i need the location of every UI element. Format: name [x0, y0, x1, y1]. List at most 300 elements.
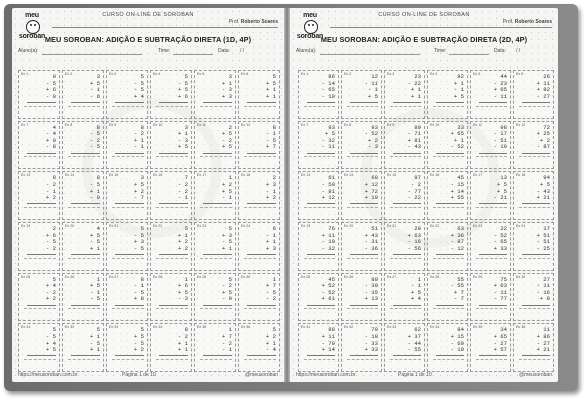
exercise-number: Ex 32	[65, 325, 75, 330]
exercise-operands	[46, 74, 56, 100]
exercise-box	[238, 222, 280, 271]
answer-field[interactable]	[68, 258, 100, 266]
exercise-operands	[222, 226, 232, 252]
sum-line	[522, 102, 550, 103]
operand: 94	[543, 174, 550, 182]
answer-field[interactable]	[519, 359, 550, 367]
exercise-box	[470, 222, 511, 271]
sum-line	[203, 355, 232, 356]
answer-field[interactable]	[390, 207, 421, 215]
answer-field[interactable]	[519, 258, 550, 266]
answer-field[interactable]	[24, 258, 56, 266]
footer-url[interactable]: https://meusoroban.com.br	[18, 372, 78, 378]
date-separator: / /	[240, 48, 245, 54]
operand: - 1	[221, 346, 232, 354]
operand: + 65	[450, 130, 464, 138]
answer-field[interactable]	[200, 258, 232, 266]
operand: + 25	[536, 130, 550, 138]
operand: + 1	[410, 92, 421, 100]
operand: - 6	[89, 92, 100, 100]
operand: - 2	[221, 136, 232, 144]
answer-field[interactable]	[476, 207, 507, 215]
operand: + 5	[453, 92, 464, 100]
operand: 4	[96, 225, 100, 232]
operand: + 5	[221, 143, 232, 151]
exercise-number: Ex 4	[153, 72, 161, 76]
exercise-box	[18, 70, 60, 119]
answer-field[interactable]	[112, 258, 144, 266]
exercise-box	[150, 171, 192, 220]
sum-line	[393, 153, 421, 154]
exercise-number: Ex 19	[21, 224, 31, 228]
answer-field[interactable]	[433, 106, 464, 114]
answer-field[interactable]	[244, 207, 276, 215]
sum-line	[203, 203, 232, 204]
exercise-number: Ex 9	[109, 122, 117, 127]
operand: + 63	[493, 282, 507, 290]
exercise-number: Ex 11	[473, 122, 482, 127]
exercise-operands	[178, 74, 188, 100]
exercise-box	[106, 121, 148, 170]
operand: + 14	[450, 187, 464, 195]
operand: + 1	[221, 244, 232, 252]
exercise-number: Ex 22	[430, 224, 440, 228]
operand: - 17	[493, 130, 507, 138]
exercise-box	[18, 273, 60, 322]
exercise-operands	[408, 327, 421, 353]
operand: - 81	[321, 187, 335, 195]
sum-line	[159, 153, 188, 154]
answer-field[interactable]	[304, 207, 335, 215]
exercise-number: Ex 33	[109, 325, 119, 330]
answer-field[interactable]	[244, 106, 276, 114]
operand: 8	[140, 123, 144, 131]
exercise-box	[470, 121, 511, 170]
operand: - 12	[450, 244, 464, 252]
sum-line	[115, 203, 144, 204]
exercise-number: Ex 23	[197, 224, 207, 228]
answer-field[interactable]	[519, 207, 550, 215]
answer-field[interactable]	[390, 359, 421, 367]
answer-field[interactable]	[244, 156, 276, 164]
answer-field[interactable]	[156, 359, 188, 367]
footer-brand: @meusoroban	[245, 372, 278, 378]
operand: - 79	[321, 339, 335, 347]
exercise-operands	[46, 175, 56, 201]
operand: + 8	[133, 295, 144, 303]
exercise-number: Ex 34	[153, 325, 163, 330]
exercise-box	[427, 171, 468, 220]
answer-field[interactable]	[244, 258, 276, 266]
exercise-operands	[266, 277, 276, 303]
exercise-number: Ex 1	[301, 72, 309, 76]
operand: + 2	[45, 194, 56, 202]
answer-field[interactable]	[304, 359, 335, 367]
operand: 5	[228, 225, 232, 232]
exercise-operands	[408, 74, 421, 100]
operand: 3	[140, 174, 144, 182]
operand: + 5	[324, 130, 335, 138]
exercise-box	[150, 121, 192, 170]
answer-field[interactable]	[304, 106, 335, 114]
operand: - 65	[493, 238, 507, 246]
exercise-box	[513, 171, 554, 220]
exercise-number: Ex 17	[197, 173, 207, 178]
answer-field[interactable]	[68, 359, 100, 367]
date-label: Data:	[218, 48, 230, 54]
operand: - 51	[536, 238, 550, 246]
answer-field[interactable]	[200, 207, 232, 215]
exercise-number: Ex 13	[21, 173, 31, 178]
exercise-number: Ex 14	[65, 173, 75, 178]
operand: + 61	[321, 295, 335, 303]
operand: + 9	[45, 136, 56, 144]
student-field[interactable]	[42, 54, 142, 55]
exercise-number: Ex 23	[473, 224, 483, 228]
sum-line	[27, 203, 56, 204]
operand: + 7	[265, 282, 276, 290]
operand: + 5	[367, 92, 378, 100]
operand: + 1	[265, 86, 276, 94]
answer-field[interactable]	[200, 106, 232, 114]
exercise-operands	[178, 125, 188, 151]
operand: - 5	[89, 339, 100, 347]
operand: + 10	[364, 194, 378, 202]
operand: - 1	[89, 86, 100, 94]
answer-field[interactable]	[476, 156, 507, 164]
operand: - 2	[45, 244, 56, 252]
operand: + 5	[133, 332, 144, 340]
sum-line	[203, 102, 232, 103]
operand: + 51	[536, 231, 550, 239]
operand: 61	[328, 174, 335, 182]
answer-field[interactable]	[24, 156, 56, 164]
operand: 27	[543, 275, 550, 283]
worksheet-title: MEU SOROBAN: ADIÇÃO E SUBTRAÇÃO DIRETA (1D, 4P)	[44, 35, 252, 44]
operand: - 2	[221, 282, 232, 290]
answer-field[interactable]	[347, 308, 378, 316]
time-field[interactable]	[173, 54, 213, 55]
answer-field[interactable]	[68, 156, 100, 164]
logo-word-bottom: soroban	[296, 33, 324, 40]
exercise-operands	[454, 74, 464, 100]
exercise-box	[341, 70, 382, 119]
exercise-number: Ex 26	[344, 274, 354, 279]
exercise-number: Ex 14	[344, 173, 354, 178]
exercise-box	[238, 171, 280, 220]
answer-field[interactable]	[68, 207, 100, 215]
sum-line	[307, 254, 335, 255]
answer-field[interactable]	[476, 308, 507, 316]
time-field[interactable]	[449, 54, 489, 55]
answer-field[interactable]	[433, 207, 464, 215]
exercise-box	[238, 323, 280, 372]
exercise-box	[384, 121, 425, 170]
exercise-box	[194, 171, 236, 220]
answer-field[interactable]	[112, 106, 144, 114]
sum-line	[247, 355, 276, 356]
operand: - 1	[367, 86, 378, 94]
exercise-operands	[494, 74, 507, 100]
exercise-number: Ex 30	[516, 274, 526, 279]
sum-line	[522, 203, 550, 204]
operand: - 10	[321, 238, 335, 246]
sum-line	[27, 305, 56, 306]
sum-line	[27, 355, 56, 356]
answer-field[interactable]	[68, 106, 100, 114]
operand: 79	[371, 326, 378, 334]
footer-page-number: Página 1 de 10	[122, 372, 156, 378]
answer-field[interactable]	[476, 106, 507, 114]
answer-field[interactable]	[156, 106, 188, 114]
exercise-operands	[322, 226, 335, 252]
answer-field[interactable]	[24, 359, 56, 367]
operand: + 52	[321, 282, 335, 290]
operand: + 3	[265, 244, 276, 252]
exercise-box	[62, 70, 104, 119]
worksheet-title: MEU SOROBAN: ADIÇÃO E SUBTRAÇÃO DIRETA (2D, 4P)	[320, 35, 528, 44]
exercise-grid	[298, 70, 552, 370]
exercise-box	[62, 323, 104, 372]
exercise-number: Ex 5	[197, 72, 205, 76]
operand: 20	[414, 225, 421, 232]
operand: - 5	[265, 136, 276, 144]
operand: - 5	[45, 332, 56, 340]
answer-field[interactable]	[244, 359, 276, 367]
sum-line	[522, 305, 550, 306]
exercise-number: Ex 32	[344, 325, 354, 330]
exercise-box	[341, 273, 382, 322]
operand: + 7	[221, 332, 232, 340]
exercise-box	[470, 70, 511, 119]
sum-line	[479, 203, 507, 204]
left-page	[12, 8, 284, 382]
exercise-box	[194, 273, 236, 322]
exercise-box	[470, 273, 511, 322]
exercise-box	[106, 70, 148, 119]
operand: - 16	[536, 288, 550, 296]
operand: 55	[457, 275, 464, 283]
operand: 44	[500, 73, 507, 80]
exercise-operands	[134, 226, 144, 252]
exercise-number: Ex 2	[65, 72, 73, 76]
exercise-operands	[537, 175, 550, 201]
operand: 63	[457, 225, 464, 232]
operand: - 5	[177, 79, 188, 87]
operand: - 9	[89, 194, 100, 202]
sum-line	[203, 305, 232, 306]
exercise-box	[513, 70, 554, 119]
answer-field[interactable]	[156, 308, 188, 316]
answer-field[interactable]	[200, 359, 232, 367]
answer-field[interactable]	[519, 156, 550, 164]
operand: + 5	[89, 282, 100, 290]
answer-field[interactable]	[112, 359, 144, 367]
operand: + 5	[221, 288, 232, 296]
operand: 3	[228, 73, 232, 80]
operand: + 1	[89, 187, 100, 195]
answer-field[interactable]	[200, 308, 232, 316]
sum-line	[436, 102, 464, 103]
answer-field[interactable]	[244, 308, 276, 316]
operand: 93	[371, 123, 378, 131]
exercise-operands	[222, 327, 232, 353]
answer-field[interactable]	[304, 308, 335, 316]
answer-field[interactable]	[200, 156, 232, 164]
footer-url[interactable]: https://meusoroban.com.br	[296, 372, 356, 378]
answer-field[interactable]	[68, 308, 100, 316]
answer-field[interactable]	[347, 359, 378, 367]
exercise-operands	[537, 327, 550, 353]
exercise-box	[106, 222, 148, 271]
operand: 1	[417, 275, 421, 283]
answer-field[interactable]	[156, 207, 188, 215]
operand: 5	[228, 275, 232, 283]
sum-line	[307, 153, 335, 154]
operand: + 1	[453, 79, 464, 87]
operand: + 2	[45, 295, 56, 303]
exercise-operands	[46, 226, 56, 252]
operand: 72	[543, 123, 550, 131]
exercise-operands	[222, 175, 232, 201]
answer-field[interactable]	[519, 106, 550, 114]
student-field[interactable]	[320, 54, 420, 55]
exercise-box	[427, 323, 468, 372]
exercise-operands	[494, 125, 507, 151]
exercise-operands	[178, 277, 188, 303]
operand: 8	[184, 326, 188, 334]
operand: - 69	[450, 339, 464, 347]
answer-field[interactable]	[304, 156, 335, 164]
sum-line	[522, 153, 550, 154]
exercise-operands	[408, 175, 421, 201]
operand: - 1	[177, 194, 188, 202]
operand: 13	[500, 174, 507, 182]
sum-line	[247, 153, 276, 154]
operand: 62	[414, 326, 421, 334]
answer-field[interactable]	[347, 156, 378, 164]
operand: + 1	[453, 136, 464, 144]
answer-field[interactable]	[433, 156, 464, 164]
answer-field[interactable]	[347, 106, 378, 114]
exercise-operands	[178, 226, 188, 252]
exercise-box	[298, 171, 339, 220]
exercise-operands	[90, 226, 100, 252]
time-label: Time:	[434, 48, 447, 54]
exercise-number: Ex 15	[109, 173, 119, 178]
answer-field[interactable]	[24, 207, 56, 215]
exercise-box	[62, 171, 104, 220]
operand: - 27	[536, 339, 550, 347]
answer-field[interactable]	[476, 258, 507, 266]
exercise-box	[150, 222, 192, 271]
sum-line	[27, 102, 56, 103]
exercise-number: Ex 1	[21, 72, 29, 76]
operand: + 82	[536, 86, 550, 94]
operand: 22	[500, 225, 507, 232]
answer-field[interactable]	[304, 258, 335, 266]
answer-field[interactable]	[519, 308, 550, 316]
answer-field[interactable]	[24, 308, 56, 316]
sum-line	[307, 203, 335, 204]
operand: - 5	[133, 244, 144, 252]
course-name: CURSO ON-LINE DE SOROBAN	[378, 12, 470, 18]
operand: - 55	[407, 346, 421, 354]
answer-field[interactable]	[476, 359, 507, 367]
logo-face-icon	[304, 20, 318, 34]
answer-field[interactable]	[24, 106, 56, 114]
operand: + 5	[265, 79, 276, 87]
operand: - 43	[407, 143, 421, 151]
answer-field[interactable]	[433, 258, 464, 266]
operand: - 1	[265, 187, 276, 195]
answer-field[interactable]	[390, 106, 421, 114]
operand: - 77	[493, 295, 507, 303]
exercise-box	[18, 323, 60, 372]
exercise-operands	[90, 74, 100, 100]
answer-field[interactable]	[433, 308, 464, 316]
operand: + 2	[177, 238, 188, 246]
answer-field[interactable]	[112, 156, 144, 164]
operand: + 5	[410, 288, 421, 296]
exercise-box	[384, 171, 425, 220]
exercise-operands	[365, 277, 378, 303]
operand: - 5	[89, 143, 100, 151]
operand: - 2	[45, 288, 56, 296]
answer-field[interactable]	[112, 207, 144, 215]
exercise-operands	[222, 125, 232, 151]
answer-field[interactable]	[390, 258, 421, 266]
exercise-number: Ex 28	[153, 274, 163, 279]
sum-line	[159, 305, 188, 306]
operand: 5	[272, 326, 276, 334]
exercise-operands	[90, 175, 100, 201]
sum-line	[479, 305, 507, 306]
answer-field[interactable]	[112, 308, 144, 316]
operand: - 7	[453, 295, 464, 303]
exercise-number: Ex 3	[387, 72, 395, 76]
exercise-operands	[90, 277, 100, 303]
operand: 33	[457, 123, 464, 131]
answer-field[interactable]	[156, 258, 188, 266]
exercise-number: Ex 27	[387, 274, 397, 279]
answer-field[interactable]	[390, 308, 421, 316]
operand: 93	[328, 123, 335, 131]
operand: - 55	[450, 282, 464, 290]
operand: - 0	[221, 295, 232, 303]
exercise-number: Ex 17	[473, 173, 483, 178]
answer-field[interactable]	[347, 207, 378, 215]
operand: - 11	[536, 282, 550, 290]
exercise-operands	[494, 327, 507, 353]
answer-field[interactable]	[347, 258, 378, 266]
operand: + 13	[364, 295, 378, 303]
operand: - 65	[321, 86, 335, 94]
answer-field[interactable]	[156, 156, 188, 164]
exercise-number: Ex 31	[21, 325, 31, 330]
operand: + 57	[493, 346, 507, 354]
operand: 3	[96, 73, 100, 80]
operand: + 2	[177, 244, 188, 252]
answer-field[interactable]	[433, 359, 464, 367]
answer-field[interactable]	[390, 156, 421, 164]
sum-line	[350, 254, 378, 255]
operand: + 1	[177, 339, 188, 347]
sum-line	[393, 305, 421, 306]
exercise-number: Ex 10	[153, 122, 163, 127]
time-label: Time:	[158, 48, 171, 54]
exercise-number: Ex 9	[387, 122, 395, 127]
